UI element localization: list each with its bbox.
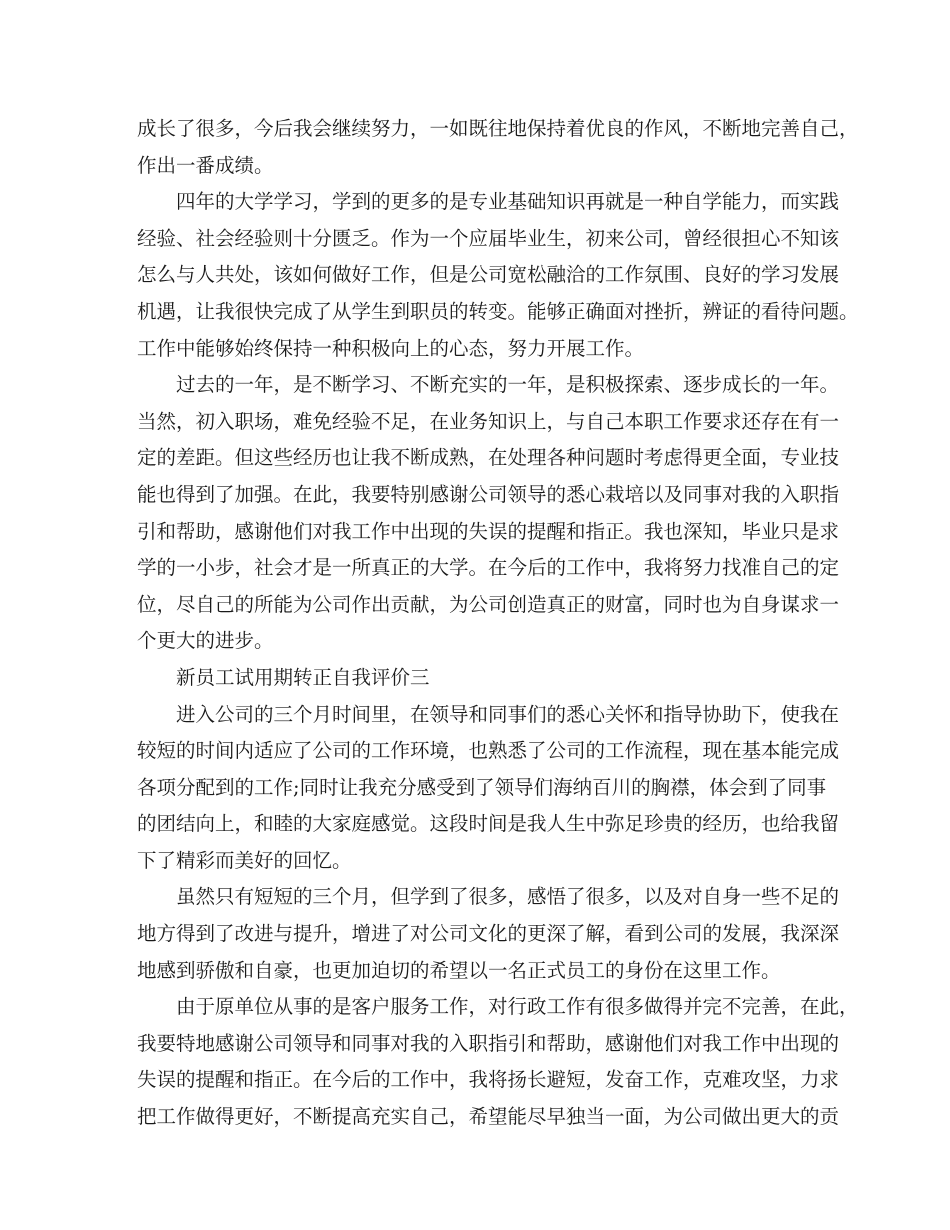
- text-line: 各项分配到的工作;同时让我充分感受到了领导们海纳百川的胸襟，体会到了同事: [137, 775, 827, 799]
- text-line: 学的一小步，社会才是一所真正的大学。在今后的工作中，我将努力找准自己的定: [137, 556, 840, 580]
- text-line: 当然，初入职场，难免经验不足，在业务知识上，与自己本职工作要求还存在有一: [137, 409, 840, 433]
- text-line: 经验、社会经验则十分匮乏。作为一个应届毕业生，初来公司，曾经很担心不知该: [137, 226, 840, 250]
- text-line: 下了精彩而美好的回忆。: [137, 848, 352, 872]
- text-line: 较短的时间内适应了公司的工作环境，也熟悉了公司的工作流程，现在基本能完成: [137, 739, 840, 763]
- text-line: 的团结向上，和睦的大家庭感觉。这段时间是我人生中弥足珍贵的经历，也给我留: [137, 812, 840, 836]
- text-line: 个更大的进步。: [137, 629, 274, 653]
- text-line: 虽然只有短短的三个月，但学到了很多，感悟了很多，以及对自身一些不足的: [176, 885, 840, 909]
- text-line: 工作中能够始终保持一种积极向上的心态，努力开展工作。: [137, 336, 645, 360]
- text-line: 引和帮助，感谢他们对我工作中出现的失误的提醒和指正。我也深知，毕业只是求: [137, 519, 840, 543]
- text-line: 我要特地感谢公司领导和同事对我的入职指引和帮助，感谢他们对我工作中出现的: [137, 1031, 840, 1055]
- text-line: 作出一番成绩。: [137, 153, 274, 177]
- text-line: 地感到骄傲和自豪，也更加迫切的希望以一名正式员工的身份在这里工作。: [137, 958, 781, 982]
- text-line: 地方得到了改进与提升，增进了对公司文化的更深了解，看到公司的发展，我深深: [137, 922, 840, 946]
- text-line: 失误的提醒和指正。在今后的工作中，我将扬长避短，发奋工作，克难攻坚，力求: [137, 1068, 840, 1092]
- text-line: 进入公司的三个月时间里，在领导和同事们的悉心关怀和指导协助下，使我在: [176, 702, 840, 726]
- text-line: 机遇，让我很快完成了从学生到职员的转变。能够正确面对挫折，辨证的看待问题。: [137, 299, 859, 323]
- text-line: 怎么与人共处，该如何做好工作，但是公司宽松融洽的工作氛围、良好的学习发展: [137, 263, 840, 287]
- text-line: 能也得到了加强。在此，我要特别感谢公司领导的悉心栽培以及同事对我的入职指: [137, 482, 840, 506]
- text-line: 定的差距。但这些经历也让我不断成熟，在处理各种问题时考虑得更全面，专业技: [137, 446, 840, 470]
- text-line: 四年的大学学习，学到的更多的是专业基础知识再就是一种自学能力，而实践: [176, 190, 840, 214]
- text-line: 新员工试用期转正自我评价三: [176, 665, 430, 689]
- text-line: 过去的一年，是不断学习、不断充实的一年，是积极探索、逐步成长的一年。: [176, 373, 840, 397]
- text-line: 由于原单位从事的是客户服务工作，对行政工作有很多做得并完不完善，在此，: [176, 995, 859, 1019]
- text-line: 把工作做得更好，不断提高充实自己，希望能尽早独当一面，为公司做出更大的贡: [137, 1105, 840, 1129]
- text-line: 成长了很多，今后我会继续努力，一如既往地保持着优良的作风，不断地完善自己，: [137, 117, 859, 140]
- document-body: [137, 111, 859, 1136]
- text-line: 位，尽自己的所能为公司作出贡献，为公司创造真正的财富，同时也为自身谋求一: [137, 592, 840, 616]
